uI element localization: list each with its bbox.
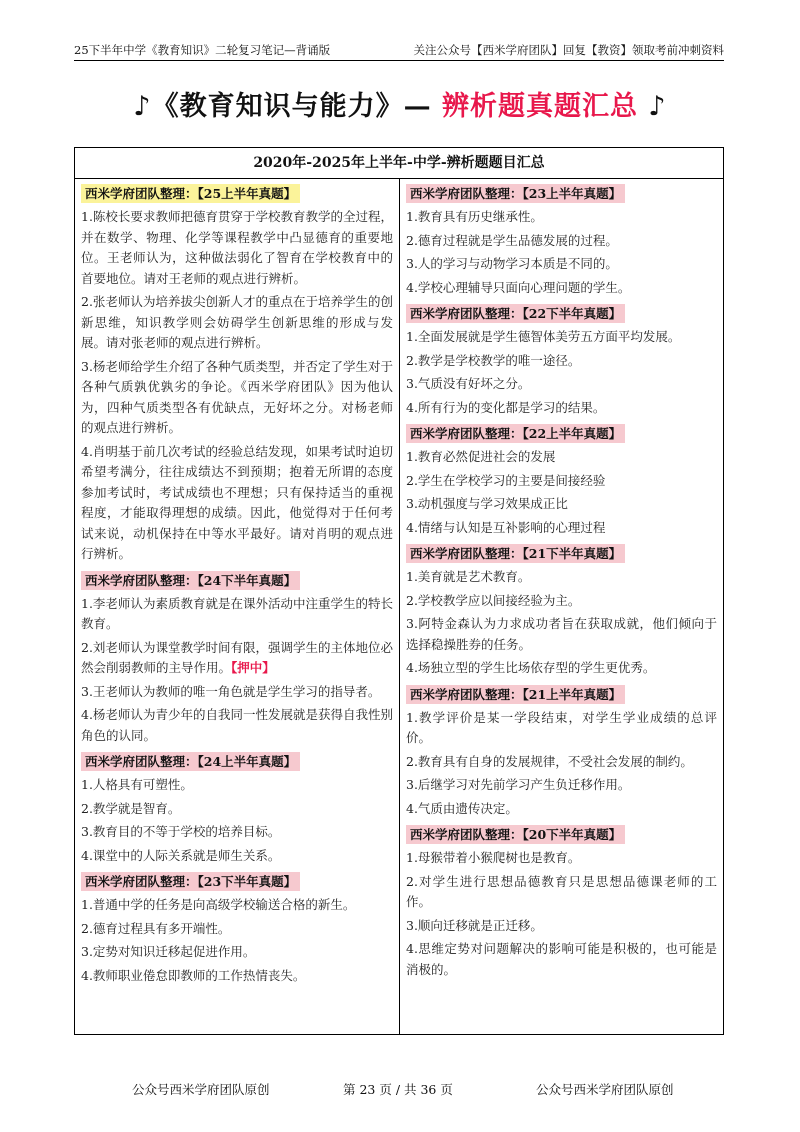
question-text: 2.张老师认为培养拔尖创新人才的重点在于培养学生的创新思维，知识教学则会妨碍学生创新思维的形成与发展。请对张老师的观点进行辨析。 (81, 294, 393, 350)
question-text: 3.阿特金森认为力求成功者旨在获取成就，他们倾向于选择稳操胜券的任务。 (406, 616, 717, 652)
question-text: 1.全面发展就是学生德智体美劳五方面平均发展。 (406, 329, 681, 344)
question-text: 2.德育过程就是学生品德发展的过程。 (406, 232, 618, 248)
question-item (406, 872, 717, 913)
question-item (81, 775, 393, 796)
title-highlight: 辨析题真题汇总 (442, 91, 638, 122)
question-text: 1.人格具有可塑性。 (81, 777, 193, 792)
question-text: 1.母猴带着小猴爬树也是教育。 (406, 850, 581, 865)
question-text: 1.李老师认为素质教育就是在课外活动中注重学生的特长教育。 (81, 595, 393, 631)
question-item (406, 231, 717, 252)
question-item (81, 207, 393, 289)
question-text: 4.气质由遗传决定。 (406, 800, 518, 816)
question-item (406, 374, 717, 395)
question-text: 1.教育必然促进社会的发展 (406, 449, 556, 464)
left-column (75, 179, 400, 1035)
question-text: 4.学校心理辅导只面向心理问题的学生。 (406, 279, 631, 295)
title-suffix: ♪ (638, 91, 667, 122)
question-item (406, 351, 717, 372)
section-heading: 西米学府团队整理：【24上半年真题】 (81, 752, 300, 771)
question-text: 2.德育过程具有多开端性。 (81, 920, 231, 936)
hit-tag: 【押中】 (231, 660, 275, 675)
question-item (81, 942, 393, 963)
question-text: 1.教学评价是某一学段结束，对学生学业成绩的总评价。 (406, 709, 717, 745)
question-text: 1.美育就是艺术教育。 (406, 569, 531, 584)
question-item (406, 916, 717, 937)
question-text: 4.教师职业倦怠即教师的工作热情丧失。 (81, 967, 306, 983)
footer-right-text: 公众号西米学府团队原创 (536, 1082, 674, 1097)
question-item (81, 638, 393, 679)
question-section (406, 541, 717, 679)
question-item (406, 708, 717, 749)
question-item (81, 682, 393, 703)
question-item (81, 846, 393, 867)
question-text: 2.刘老师认为课堂教学时间有限，强调学生的主体地位必然会削弱教师的主导作用。 (81, 639, 393, 675)
page-number: 第 23 页 / 共 36 页 (343, 1082, 453, 1097)
question-item (406, 799, 717, 820)
title-prefix: ♪《教育知识与能力》— (133, 91, 442, 122)
question-text: 3.后继学习对先前学习产生负迁移作用。 (406, 777, 631, 792)
question-text: 2.教学就是智育。 (81, 800, 181, 816)
question-item (406, 207, 717, 228)
right-column (400, 179, 723, 1035)
question-item (406, 278, 717, 299)
question-text: 3.王老师认为教师的唯一角色就是学生学习的指导者。 (81, 683, 381, 699)
question-item (81, 705, 393, 746)
question-text: 2.对学生进行思想品德教育只是思想品德课老师的工作。 (406, 873, 717, 909)
question-item (406, 471, 717, 492)
question-item (406, 658, 717, 679)
header-right-text: 关注公众号【西米学府团队】回复【教资】领取考前冲刺资料 (413, 43, 724, 57)
question-section (406, 421, 717, 538)
question-item (406, 327, 717, 348)
question-text: 3.气质没有好坏之分。 (406, 376, 531, 391)
question-item (81, 357, 393, 439)
question-text: 1.陈校长要求教师把德育贯穿于学校教育教学的全过程，并在数学、物理、化学等课程教学中凸显德育的重要地位。王老师认为，这种做法弱化了智育在学校教育中的首要地位。请对王老师的观点进行辨析。 (81, 209, 393, 286)
question-item (406, 939, 717, 980)
question-text: 3.人的学习与动物学习本质是不同的。 (406, 256, 618, 271)
question-text: 3.动机强度与学习效果成正比 (406, 496, 568, 511)
question-section (81, 181, 393, 565)
question-text: 1.普通中学的任务是向高级学校输送合格的新生。 (81, 897, 356, 912)
header-left-text: 25下半年中学《教育知识》二轮复习笔记—背诵版 (74, 43, 331, 57)
question-text: 3.教育目的不等于学校的培养目标。 (81, 824, 281, 839)
question-text: 2.学校教学应以间接经验为主。 (406, 592, 581, 608)
question-item (406, 752, 717, 773)
question-section (406, 181, 717, 298)
section-heading: 西米学府团队整理：【22上半年真题】 (406, 424, 625, 443)
question-text: 2.教学是学校教学的唯一途径。 (406, 352, 581, 368)
question-item (406, 398, 717, 419)
question-section (406, 822, 717, 980)
question-item (81, 799, 393, 820)
question-item (406, 494, 717, 515)
question-text: 2.教育具有自身的发展规律，不受社会发展的制约。 (406, 753, 693, 769)
question-item (81, 919, 393, 940)
question-item (81, 966, 393, 987)
question-section (81, 749, 393, 866)
section-heading: 西米学府团队整理：【21下半年真题】 (406, 544, 625, 563)
question-item (81, 442, 393, 565)
question-text: 3.顺向迁移就是正迁移。 (406, 917, 543, 933)
section-heading: 西米学府团队整理：【22下半年真题】 (406, 304, 625, 323)
question-section (81, 568, 393, 747)
question-text: 4.杨老师认为青少年的自我同一性发展就是获得自我性别角色的认同。 (81, 707, 393, 743)
question-section (406, 682, 717, 820)
question-item (406, 567, 717, 588)
section-heading: 西米学府团队整理：【24下半年真题】 (81, 571, 300, 590)
page-header (74, 40, 724, 61)
question-text: 4.所有行为的变化都是学习的结果。 (406, 399, 606, 415)
question-section (406, 301, 717, 418)
table-heading: 2020年-2025年上半年-中学-辨析题题目汇总 (75, 148, 723, 179)
question-text: 4.情绪与认知是互补影响的心理过程 (406, 519, 606, 535)
question-text: 4.肖明基于前几次考试的经验总结发现，如果考试时迫切希望考满分，往往成绩达不到预期；抱着无所谓的态度参加考试时，考试成绩也不理想；只有保持适当的重视程度，才能取得理想的成绩。因此，他觉得对于任何考试来说，动机保持在中等水平最好。请对肖明的观点进行辨析。 (81, 443, 393, 561)
footer-left-text: 公众号西米学府团队原创 (132, 1082, 270, 1097)
question-table (74, 147, 724, 1035)
page-title (0, 84, 800, 123)
question-text: 3.杨老师给学生介绍了各种气质类型，并否定了学生对于各种气质孰优孰劣的争论。《西米学府团队》因为他认为，四种气质类型各有优缺点，无好坏之分。对杨老师的观点进行辨析。 (81, 358, 393, 435)
question-text: 3.定势对知识迁移起促进作用。 (81, 944, 256, 959)
section-heading: 西米学府团队整理：【23下半年真题】 (81, 872, 300, 891)
question-item (406, 848, 717, 869)
question-item (81, 292, 393, 354)
question-item (406, 614, 717, 655)
question-item (81, 594, 393, 635)
section-heading: 西米学府团队整理：【23上半年真题】 (406, 184, 625, 203)
question-text: 4.思维定势对问题解决的影响可能是积极的，也可能是消极的。 (406, 941, 717, 977)
question-item (406, 591, 717, 612)
question-item (81, 822, 393, 843)
section-heading: 西米学府团队整理：【21上半年真题】 (406, 685, 625, 704)
question-text: 2.学生在学校学习的主要是间接经验 (406, 472, 606, 488)
question-item (406, 254, 717, 275)
question-item (406, 518, 717, 539)
question-item (406, 447, 717, 468)
section-heading: 西米学府团队整理：【25上半年真题】 (81, 184, 300, 203)
question-text: 1.教育具有历史继承性。 (406, 209, 543, 224)
question-text: 4.场独立型的学生比场依存型的学生更优秀。 (406, 660, 656, 675)
section-heading: 西米学府团队整理：【20下半年真题】 (406, 825, 625, 844)
question-section (81, 869, 393, 986)
question-item (81, 895, 393, 916)
question-item (406, 775, 717, 796)
question-text: 4.课堂中的人际关系就是师生关系。 (81, 847, 281, 863)
